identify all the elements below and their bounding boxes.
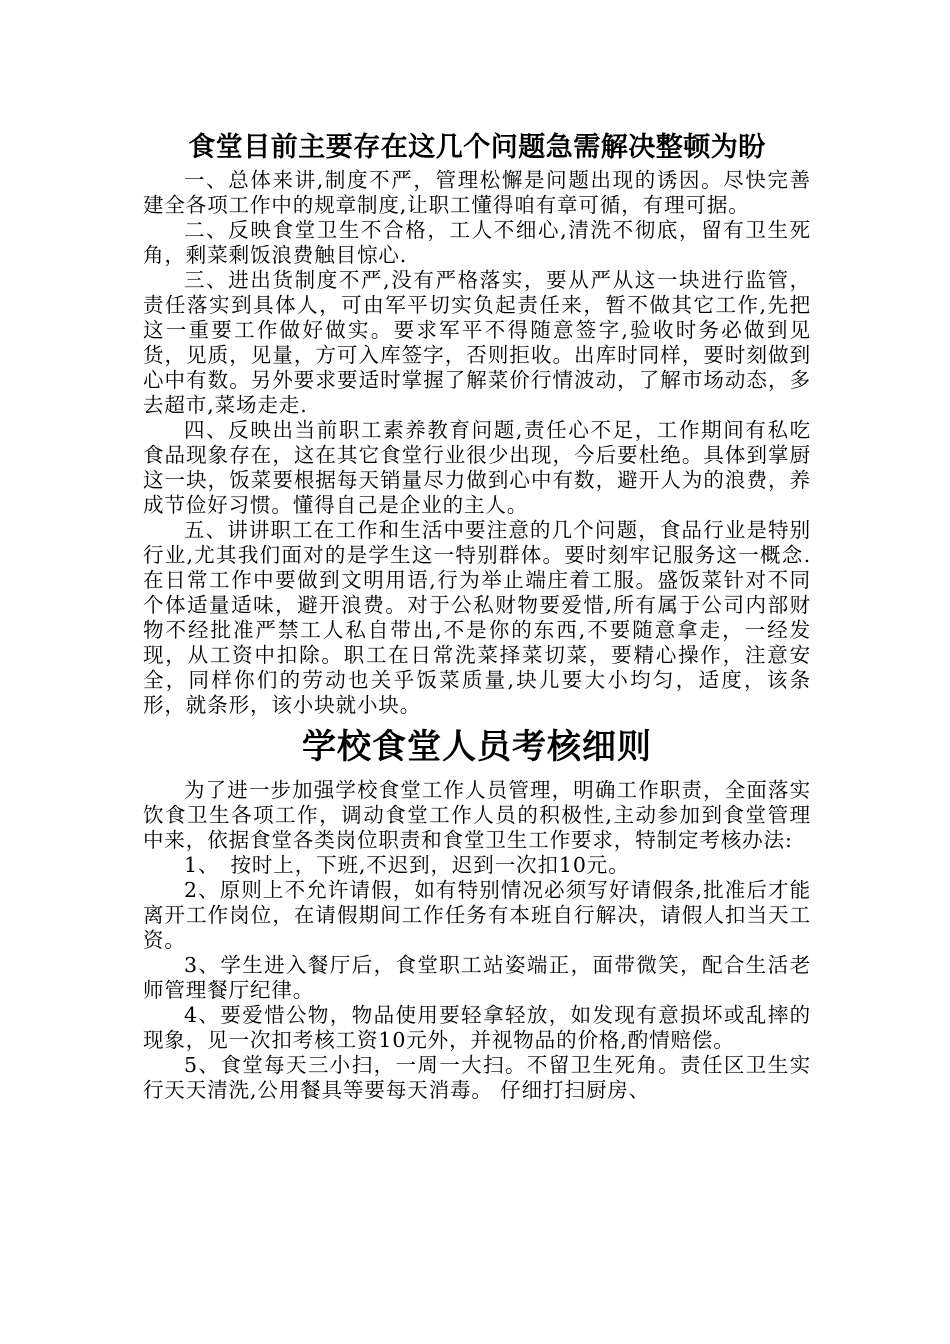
section1-paragraph-4: 四、反映出当前职工素养教育问题,责任心不足，工作期间有私吃食品现象存在，这在其它食堂行业很少出现，今后要杜绝。具体到掌厨这一块，饭菜要根据每天销量尽力做到心中有数，避开人为的浪费，养成节俭好习惯。懂得自己是企业的主人。 — [143, 418, 811, 517]
section2-intro: 为了进一步加强学校食堂工作人员管理，明确工作职责，全面落实饮食卫生各项工作，调动食堂工作人员的积极性,主动参加到食堂管理中来，依据食堂各类岗位职责和食堂卫生工作要求，特制定考核办法: — [143, 778, 811, 852]
section1-paragraph-3: 三、进出货制度不严,没有严格落实，要从严从这一块进行监管，责任落实到具体人，可由军平切实负起责任来，暂不做其它工作,先把这一重要工作做好做实。要求军平不得随意签字,验收时务必做到见货，见质，见量，方可入库签字，否则拒收。出库时同样，要时刻做到心中有数。另外要求要适时掌握了解菜价行情波动，了解市场动态，多去超市,菜场走走. — [143, 268, 811, 417]
section2-rule-3: 3、学生进入餐厅后，食堂职工站姿端正，面带微笑，配合生活老师管理餐厅纪律。 — [143, 953, 811, 1002]
section2-rule-4: 4、要爱惜公物，物品使用要轻拿轻放，如发现有意损坏或乱摔的现象，见一次扣考核工资10元外，并视物品的价格,酌情赔偿。 — [143, 1003, 811, 1052]
section2-rule-1: 1、 按时上，下班,不迟到，迟到一次扣10元。 — [184, 853, 630, 877]
section2-rule-2: 2、原则上不允许请假，如有特别情况必须写好请假条,批准后才能离开工作岗位，在请假期间工作任务有本班自行解决，请假人扣当天工资。 — [143, 878, 811, 952]
section1-paragraph-5: 五、讲讲职工在工作和生活中要注意的几个问题，食品行业是特别行业,尤其我们面对的是学生这一特别群体。要时刻牢记服务这一概念.在日常工作中要做到文明用语,行为举止端庄着工服。盛饭菜针对不同个体适量适味，避开浪费。对于公私财物要爱惜,所有属于公司内部财物不经批准严禁工人私自带出,不是你的东西,不要随意拿走，一经发现，从工资中扣除。职工在日常洗菜择菜切菜，要精心操作，注意安全，同样你们的劳动也关乎饭菜质量,块儿要大小均匀，适度，该条形，就条形，该小块就小块。 — [143, 518, 811, 717]
document-page — [143, 128, 811, 1103]
section1-paragraph-2: 二、反映食堂卫生不合格，工人不细心,清洗不彻底，留有卫生死角，剩菜剩饭浪费触目惊心. — [143, 218, 811, 267]
section1-title: 食堂目前主要存在这几个问题急需解决整顿为盼 — [188, 132, 766, 163]
section1-paragraph-1: 一、总体来讲,制度不严，管理松懈是问题出现的诱因。尽快完善建全各项工作中的规章制度,让职工懂得咱有章可循，有理可据。 — [143, 168, 811, 217]
section2-title: 学校食堂人员考核细则 — [302, 727, 652, 767]
section2-rule-5: 5、食堂每天三小扫，一周一大扫。不留卫生死角。责任区卫生实行天天清洗,公用餐具等要每天消毒。 仔细打扫厨房、 — [143, 1053, 811, 1102]
